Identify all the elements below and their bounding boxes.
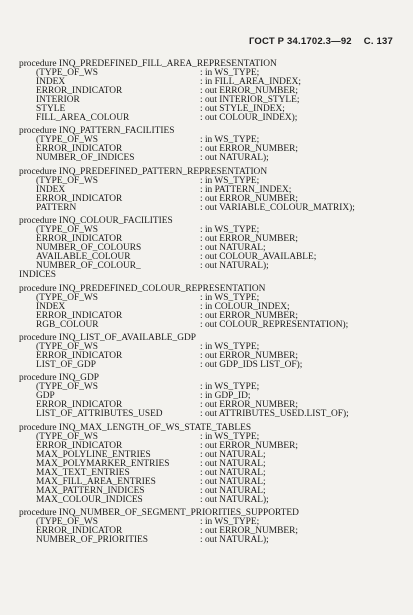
- parameter-type: : in WS_TYPE;: [200, 135, 260, 146]
- parameter-row: [19, 114, 405, 123]
- parameter-name: NUMBER_OF_PRIORITIES: [36, 535, 148, 546]
- procedure-block: [19, 424, 405, 505]
- procedure-listing: [19, 60, 405, 550]
- procedure-title: procedure INQ_COLOUR_FACILITIES: [19, 216, 173, 227]
- parameter-name: INDEX: [36, 77, 66, 87]
- parameter-type: : out NATURAL);: [200, 494, 269, 505]
- parameter-type: : out ERROR_NUMBER;: [200, 526, 298, 537]
- parameter-type: : in WS_TYPE;: [200, 431, 260, 442]
- parameter-type: : out NATURAL;: [200, 243, 266, 254]
- standard-title: ГОСТ Р 34.1702.3—92: [248, 36, 352, 47]
- procedure-title: procedure INQ_PREDEFINED_PATTERN_REPRESENTATION: [19, 166, 268, 177]
- parameter-name: ERROR_INDICATOR: [36, 310, 123, 321]
- parameter-type: : out NATURAL);: [200, 535, 269, 546]
- parameter-type: : out COLOUR_AVAILABLE;: [200, 252, 317, 263]
- parameter-type: : out GDP_IDS LIST_OF);: [200, 359, 303, 370]
- parameter-type: : out VARIABLE_COLOUR_MATRIX);: [200, 202, 355, 213]
- parameter-name: (TYPE_OF_WS: [36, 292, 98, 303]
- parameter-name: (TYPE_OF_WS: [36, 431, 98, 442]
- parameter-row: [19, 361, 405, 370]
- parameter-type: : out NATURAL;: [200, 449, 266, 460]
- page-number: С. 137: [363, 36, 393, 47]
- parameter-name: ERROR_INDICATOR: [36, 350, 123, 361]
- parameter-type: : in PATTERN_INDEX;: [200, 184, 292, 195]
- parameter-name: ERROR_INDICATOR: [36, 400, 123, 411]
- parameter-type: : out INTERIOR_STYLE;: [200, 95, 300, 105]
- parameter-name: MAX_COLOUR_INDICES: [36, 494, 143, 505]
- parameter-name: (TYPE_OF_WS: [36, 135, 98, 146]
- parameter-name: AVAILABLE_COLOUR: [36, 252, 131, 263]
- parameter-name: NUMBER_OF_COLOUR_: [36, 261, 141, 272]
- parameter-type: : in WS_TYPE;: [200, 292, 260, 303]
- parameter-type: : out NATURAL;: [200, 458, 266, 469]
- parameter-type: : in FILL_AREA_INDEX;: [200, 77, 302, 87]
- parameter-name: INTERIOR: [36, 95, 80, 105]
- parameter-type: : out ERROR_NUMBER;: [200, 350, 298, 361]
- parameter-name: MAX_POLYLINE_ENTRIES: [36, 449, 151, 460]
- procedure-block: [19, 334, 405, 370]
- parameter-type: : in WS_TYPE;: [200, 68, 260, 78]
- parameter-name: GDP: [36, 391, 55, 402]
- parameter-name: (TYPE_OF_WS: [36, 68, 98, 78]
- parameter-name: MAX_PATTERN_INDICES: [36, 485, 145, 496]
- parameter-name: ERROR_INDICATOR: [36, 193, 123, 204]
- parameter-type: : out NATURAL);: [200, 261, 269, 272]
- procedure-title: procedure INQ_MAX_LENGTH_OF_WS_STATE_TABLES: [19, 422, 252, 433]
- parameter-type: : out NATURAL;: [200, 476, 266, 487]
- parameter-row: [19, 262, 405, 271]
- parameter-type: : in WS_TYPE;: [200, 225, 260, 236]
- parameter-name: LIST_OF_GDP: [36, 359, 96, 370]
- parameter-type: : out NATURAL;: [200, 467, 266, 478]
- procedure-block: [19, 285, 405, 330]
- parameter-type: : out NATURAL);: [200, 153, 269, 164]
- parameter-type: : out ERROR_NUMBER;: [200, 440, 298, 451]
- parameter-name: PATTERN: [36, 202, 77, 213]
- parameter-type: : out ERROR_NUMBER;: [200, 144, 298, 155]
- parameter-name: ERROR_INDICATOR: [36, 440, 123, 451]
- parameter-name: ERROR_INDICATOR: [36, 86, 123, 96]
- parameter-row: [19, 496, 405, 505]
- parameter-name: ERROR_INDICATOR: [36, 526, 123, 537]
- parameter-name: NUMBER_OF_COLOURS: [36, 243, 142, 254]
- parameter-type: : out ERROR_NUMBER;: [200, 234, 298, 245]
- parameter-row: [19, 536, 405, 545]
- parameter-name: STYLE: [36, 104, 66, 114]
- parameter-type: [200, 271, 405, 280]
- parameter-type: : out ERROR_NUMBER;: [200, 310, 298, 321]
- parameter-name: RGB_COLOUR: [36, 319, 99, 330]
- procedure-block: [19, 127, 405, 163]
- parameter-type: : out COLOUR_REPRESENTATION);: [200, 319, 349, 330]
- parameter-name: (TYPE_OF_WS: [36, 175, 98, 186]
- parameter-name: (TYPE_OF_WS: [36, 382, 98, 393]
- procedure-block: [19, 509, 405, 545]
- parameter-row: [19, 410, 405, 419]
- parameter-type: : in WS_TYPE;: [200, 517, 260, 528]
- parameter-name: MAX_TEXT_ENTRIES: [36, 467, 130, 478]
- parameter-name: ERROR_INDICATOR: [36, 234, 123, 245]
- procedure-title: procedure INQ_PATTERN_FACILITIES: [19, 126, 175, 137]
- parameter-name: MAX_FILL_AREA_ENTRIES: [36, 476, 156, 487]
- parameter-name: (TYPE_OF_WS: [36, 341, 98, 352]
- parameter-type: : in WS_TYPE;: [200, 175, 260, 186]
- parameter-type: : out ATTRIBUTES_USED.LIST_OF);: [200, 409, 349, 420]
- parameter-type: : out NATURAL;: [200, 485, 266, 496]
- parameter-type: : out COLOUR_INDEX);: [200, 113, 298, 123]
- parameter-name: (TYPE_OF_WS: [36, 517, 98, 528]
- parameter-type: : out ERROR_NUMBER;: [200, 193, 298, 204]
- procedure-block: [19, 217, 405, 280]
- parameter-name: INDICES: [19, 270, 56, 281]
- procedure-block: [19, 60, 405, 123]
- parameter-type: : out ERROR_NUMBER;: [200, 86, 298, 96]
- parameter-type: : out STYLE_INDEX;: [200, 104, 285, 114]
- procedure-title: procedure INQ_GDP: [19, 373, 99, 384]
- parameter-type: : out ERROR_NUMBER;: [200, 400, 298, 411]
- parameter-name: INDEX: [36, 301, 66, 312]
- parameter-type: : in COLOUR_INDEX;: [200, 301, 290, 312]
- procedure-title: procedure INQ_PREDEFINED_COLOUR_REPRESENTATION: [19, 283, 266, 294]
- parameter-name: FILL_AREA_COLOUR: [36, 113, 130, 123]
- parameter-row: [19, 321, 405, 330]
- parameter-name: (TYPE_OF_WS: [36, 225, 98, 236]
- parameter-name: LIST_OF_ATTRIBUTES_USED: [36, 409, 163, 420]
- parameter-type: : in WS_TYPE;: [200, 341, 260, 352]
- procedure-block: [19, 374, 405, 419]
- parameter-name: NUMBER_OF_INDICES: [36, 153, 135, 164]
- procedure-block: [19, 168, 405, 213]
- parameter-name: ERROR_INDICATOR: [36, 144, 123, 155]
- parameter-type: : in GDP_ID;: [200, 391, 251, 402]
- procedure-title: procedure INQ_PREDEFINED_FILL_AREA_REPRESENTATION: [19, 59, 277, 69]
- page-header: [249, 36, 393, 47]
- procedure-title: procedure INQ_LIST_OF_AVAILABLE_GDP: [19, 332, 196, 343]
- parameter-name: INDEX: [36, 184, 66, 195]
- parameter-name: MAX_POLYMARKER_ENTRIES: [36, 458, 170, 469]
- parameter-row: [19, 271, 405, 280]
- procedure-title: procedure INQ_NUMBER_OF_SEGMENT_PRIORITIES_SUPPORTED: [19, 508, 299, 519]
- parameter-row: [19, 154, 405, 163]
- parameter-row: [19, 204, 405, 213]
- parameter-type: : in WS_TYPE;: [200, 382, 260, 393]
